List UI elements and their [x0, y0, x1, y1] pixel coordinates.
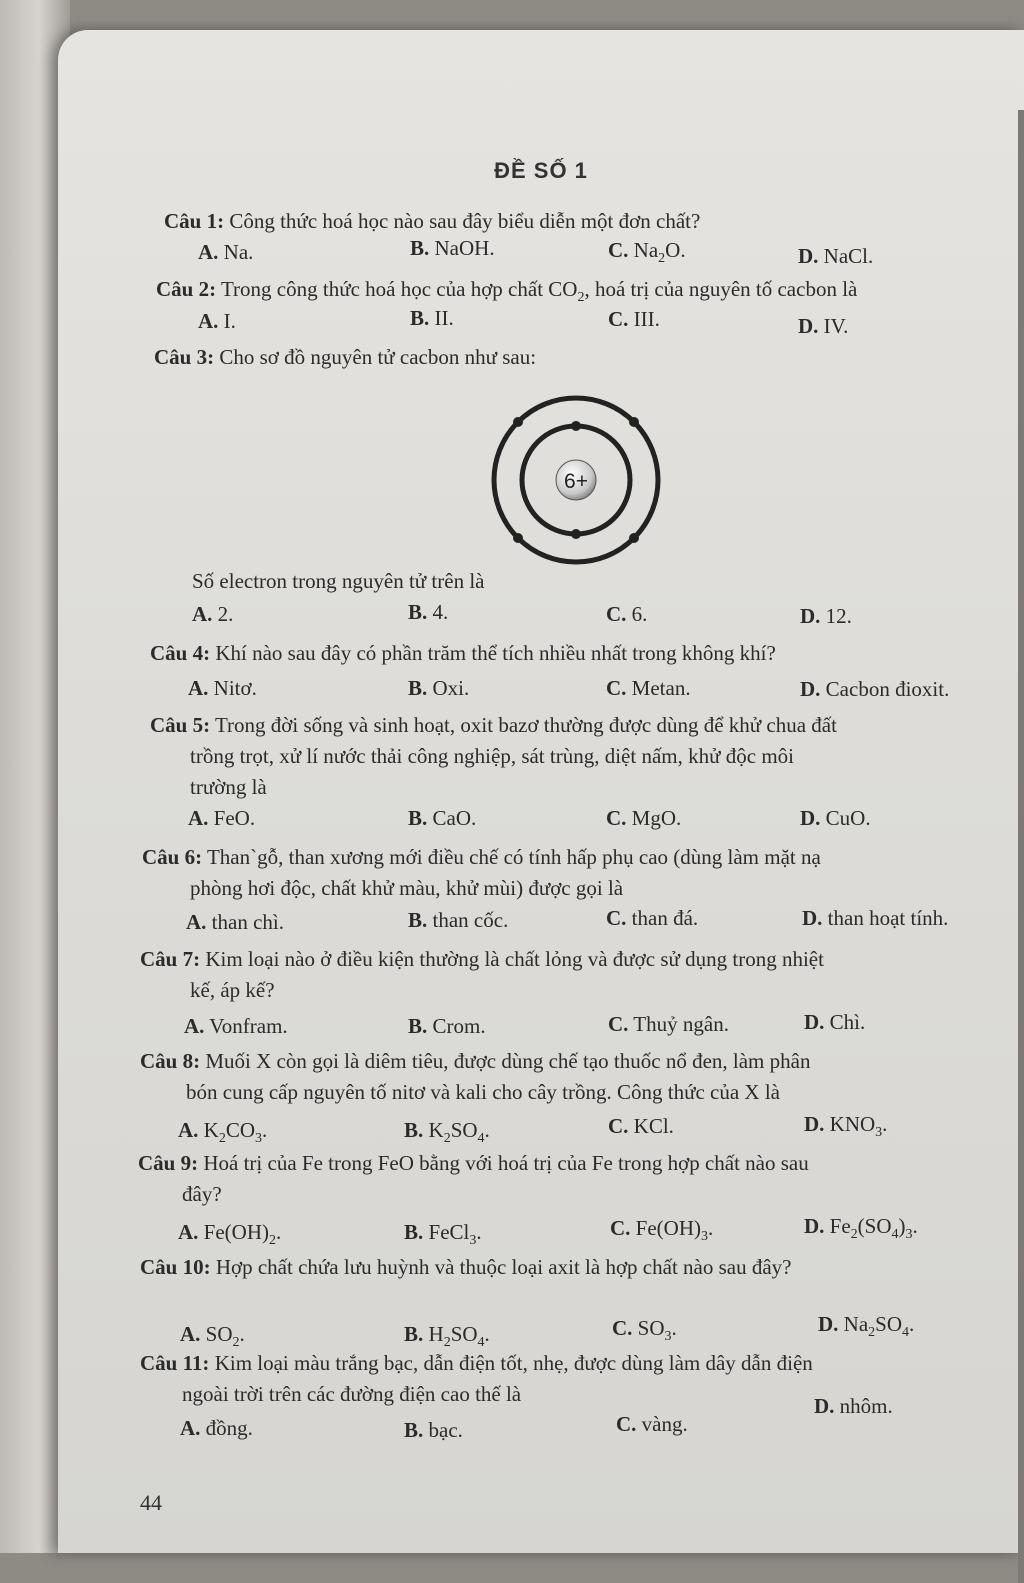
question-11: Câu 11: Kim loại màu trắng bạc, dẫn điện tốt, nhẹ, được dùng làm dây dẫn điện ngoài trời trên các đường điện cao thế là — [140, 1351, 813, 1406]
q8-option-c: C. KCl. — [608, 1114, 674, 1138]
q8-option-b: B. $K_2SO_4$. — [404, 1118, 490, 1147]
q2-option-b: B. II. — [410, 306, 454, 330]
q9-option-c: C. $Fe(OH)_3$. — [610, 1216, 714, 1245]
q5-option-d: D. CuO. — [800, 806, 871, 830]
q1-option-a: A. Na. — [198, 240, 254, 264]
q10-option-b: B. $H_2SO_4$. — [404, 1322, 490, 1351]
q7-option-a: A. Vonfram. — [184, 1014, 288, 1038]
q6-option-c: C. than đá. — [606, 906, 699, 930]
q1-option-c: C. $Na_2O$. — [608, 238, 686, 267]
q11-option-c: C. vàng. — [616, 1412, 688, 1436]
q2-option-a: A. I. — [198, 309, 236, 333]
q8-option-a: A. $K_2CO_3$. — [178, 1118, 268, 1147]
q10-option-c: C. $SO_3$. — [612, 1316, 677, 1345]
question-10: Câu 10: Hợp chất chứa lưu huỳnh và thuộc loại axit là hợp chất nào sau đây? — [140, 1255, 792, 1279]
inner-electron — [571, 529, 581, 539]
page-title: ĐỀ SỐ 1 — [494, 158, 588, 183]
q3-option-b: B. 4. — [408, 600, 449, 624]
inner-electron — [571, 421, 581, 431]
question-5: Câu 5: Trong đời sống và sinh hoạt, oxit bazơ thường được dùng để khử chua đất trồng trọt, xử lí nước thải công nghiệp, sát trùng, diệt nấm, khử độc môi trường là — [150, 713, 837, 799]
q11-option-b: B. bạc. — [404, 1418, 463, 1442]
q6-option-b: B. than cốc. — [408, 908, 509, 932]
nucleus-label: 6+ — [564, 470, 588, 493]
question-3: Câu 3: Cho sơ đồ nguyên tử cacbon như sau: — [154, 345, 537, 369]
page-right-edge — [1018, 110, 1024, 1583]
q6-option-d: D. than hoạt tính. — [802, 906, 949, 930]
outer-electron — [513, 533, 523, 543]
question-9: Câu 9: Hoá trị của Fe trong FeO bằng với hoá trị của Fe trong hợp chất nào sau đây? — [138, 1151, 809, 1206]
outer-electron — [629, 533, 639, 543]
q4-option-c: C. Metan. — [606, 676, 691, 700]
question-8: Câu 8: Muối X còn gọi là diêm tiêu, được dùng chế tạo thuốc nổ đen, làm phân bón cung cấp nguyên tố nitơ và kali cho cây trồng. Công thức của X là — [140, 1049, 811, 1104]
q7-option-b: B. Crom. — [408, 1014, 486, 1038]
question-7: Câu 7: Kim loại nào ở điều kiện thường là chất lỏng và được sử dụng trong nhiệt kế, áp kế? — [140, 947, 824, 1002]
q10-option-d: D. $Na_2SO_4$. — [818, 1312, 915, 1341]
question-2: Câu 2: Trong công thức hoá học của hợp chất $CO_2$, hoá trị của nguyên tố cacbon là — [156, 277, 858, 306]
question-3-followup: Số electron trong nguyên tử trên là — [192, 569, 485, 593]
textbook-page — [58, 30, 1024, 1553]
q2-option-c: C. III. — [608, 307, 660, 331]
q1-option-d: D. NaCl. — [798, 244, 874, 268]
outer-electron — [629, 417, 639, 427]
q2-option-d: D. IV. — [798, 314, 849, 338]
q9-option-a: A. $Fe(OH)_2$. — [178, 1220, 282, 1249]
q5-option-a: A. FeO. — [188, 806, 256, 830]
question-6: Câu 6: Than`gỗ, than xương mới điều chế có tính hấp phụ cao (dùng làm mặt nạ phòng hơi độc, chất khử màu, khử mùi) được gọi là — [142, 845, 821, 900]
q5-option-c: C. MgO. — [606, 806, 682, 830]
question-1: Câu 1: Công thức hoá học nào sau đây biểu diễn một đơn chất? — [164, 209, 701, 233]
q1-option-b: B. NaOH. — [410, 236, 495, 260]
q7-option-c: C. Thuỷ ngân. — [608, 1012, 729, 1036]
q9-option-d: D. $Fe_2(SO_4)_3$. — [804, 1214, 918, 1243]
q3-option-c: C. 6. — [606, 602, 648, 626]
q4-option-a: A. Nitơ. — [188, 676, 257, 700]
outer-electron — [513, 417, 523, 427]
q9-option-b: B. FeCl$_3$. — [404, 1220, 482, 1249]
q10-option-a: A. $SO_2$. — [180, 1322, 245, 1351]
q5-option-b: B. CaO. — [408, 806, 477, 830]
q3-option-d: D. 12. — [800, 604, 852, 628]
carbon-atom-diagram — [486, 390, 666, 570]
q4-option-b: B. Oxi. — [408, 676, 470, 700]
q11-option-a: A. đồng. — [180, 1416, 253, 1440]
q7-option-d: D. Chì. — [804, 1010, 866, 1034]
q4-option-d: D. Cacbon đioxit. — [800, 677, 950, 701]
q6-option-a: A. than chì. — [186, 910, 284, 934]
q3-option-a: A. 2. — [192, 602, 234, 626]
q11-option-d: D. nhôm. — [814, 1394, 893, 1418]
page-number: 44 — [140, 1490, 162, 1515]
q8-option-d: D. $KNO_3$. — [804, 1112, 888, 1141]
question-4: Câu 4: Khí nào sau đây có phần trăm thể tích nhiều nhất trong không khí? — [150, 641, 776, 665]
